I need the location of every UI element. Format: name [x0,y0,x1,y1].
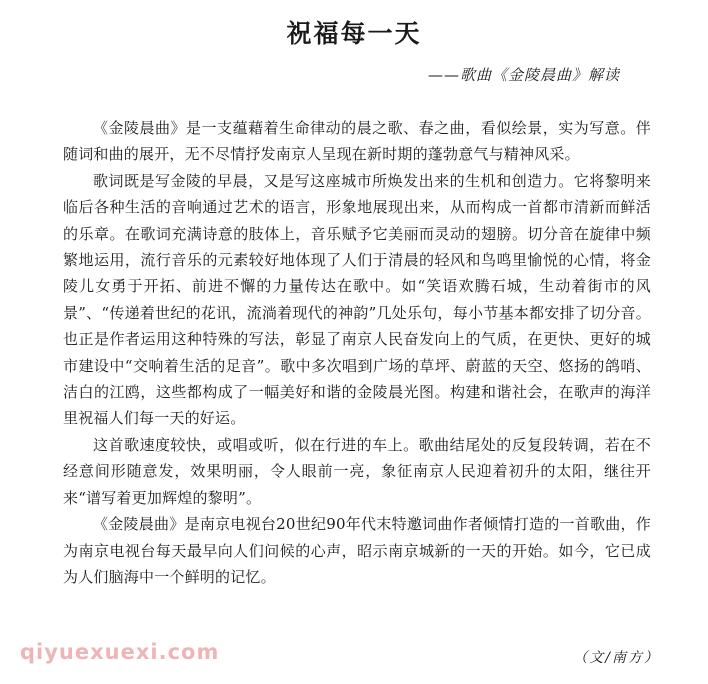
paragraph: 《金陵晨曲》是一支蕴藉着生命律动的晨之歌、春之曲，看似绘景，实为写意。伴随词和曲的展开，无不尽情抒发南京人呈现在新时期的蓬勃意气与精神风采。 [63,119,651,164]
article-title: 祝福每一天 [286,19,422,48]
paragraph: 《金陵晨曲》是南京电视台20世纪90年代末特邀词曲作者倾情打造的一首歌曲，作为南京电视台每天最早向人们问候的心声，昭示南京城新的一天的开始。如今，它已成为人们脑海中一个鲜明的记忆。 [63,515,651,586]
paragraph: 这首歌速度较快，或唱或听，似在行进的车上。歌曲结尾处的反复段转调，若在不经意间形随意发，效果明丽，令人眼前一亮，象征南京人民迎着初升的太阳，继往开来“谱写着更加辉煌的黎明”。 [63,435,651,507]
site-watermark: qiyuexuexi.com [20,640,220,664]
paragraph: 歌词既是写金陵的早晨，又是写这座城市所焕发出来的生机和创造力。它将黎明来临后各种生活的音响通过艺术的语言，形象地展现出来，从而构成一首都市清新而鲜活的乐章。在歌词充满诗意的肢体上，音乐赋予它美丽而灵动的翅膀。切分音在旋律中频繁地运用，流行音乐的元素较好地体现了人们于清晨的轻风和鸟鸣里愉悦的心情，将金陵儿女勇于开拓、前进不懈的力量传达在歌中。如“笑语欢腾石城，生动着街市的风景”、“传递着世纪的花讯，流淌着现代的神韵”几处乐句，每小节基本都安排了切分音。也正是作者运用这种特殊的写法，彰显了南京人民奋发向上的气质，在更快、更好的城市建设中“交响着生活的足音”。歌中多次唱到广场的草坪、蔚蓝的天空、悠扬的鸽哨、洁白的江鸥，这些都构成了一幅美好和谐的金陵晨光图。构建和谐社会，在歌声的海洋里祝福人们每一天的好运。 [63,171,651,428]
article-subtitle: ——歌曲《金陵晨曲》解读 [427,66,620,84]
article-body [63,115,651,590]
article-author: （文/南方） [573,650,660,666]
